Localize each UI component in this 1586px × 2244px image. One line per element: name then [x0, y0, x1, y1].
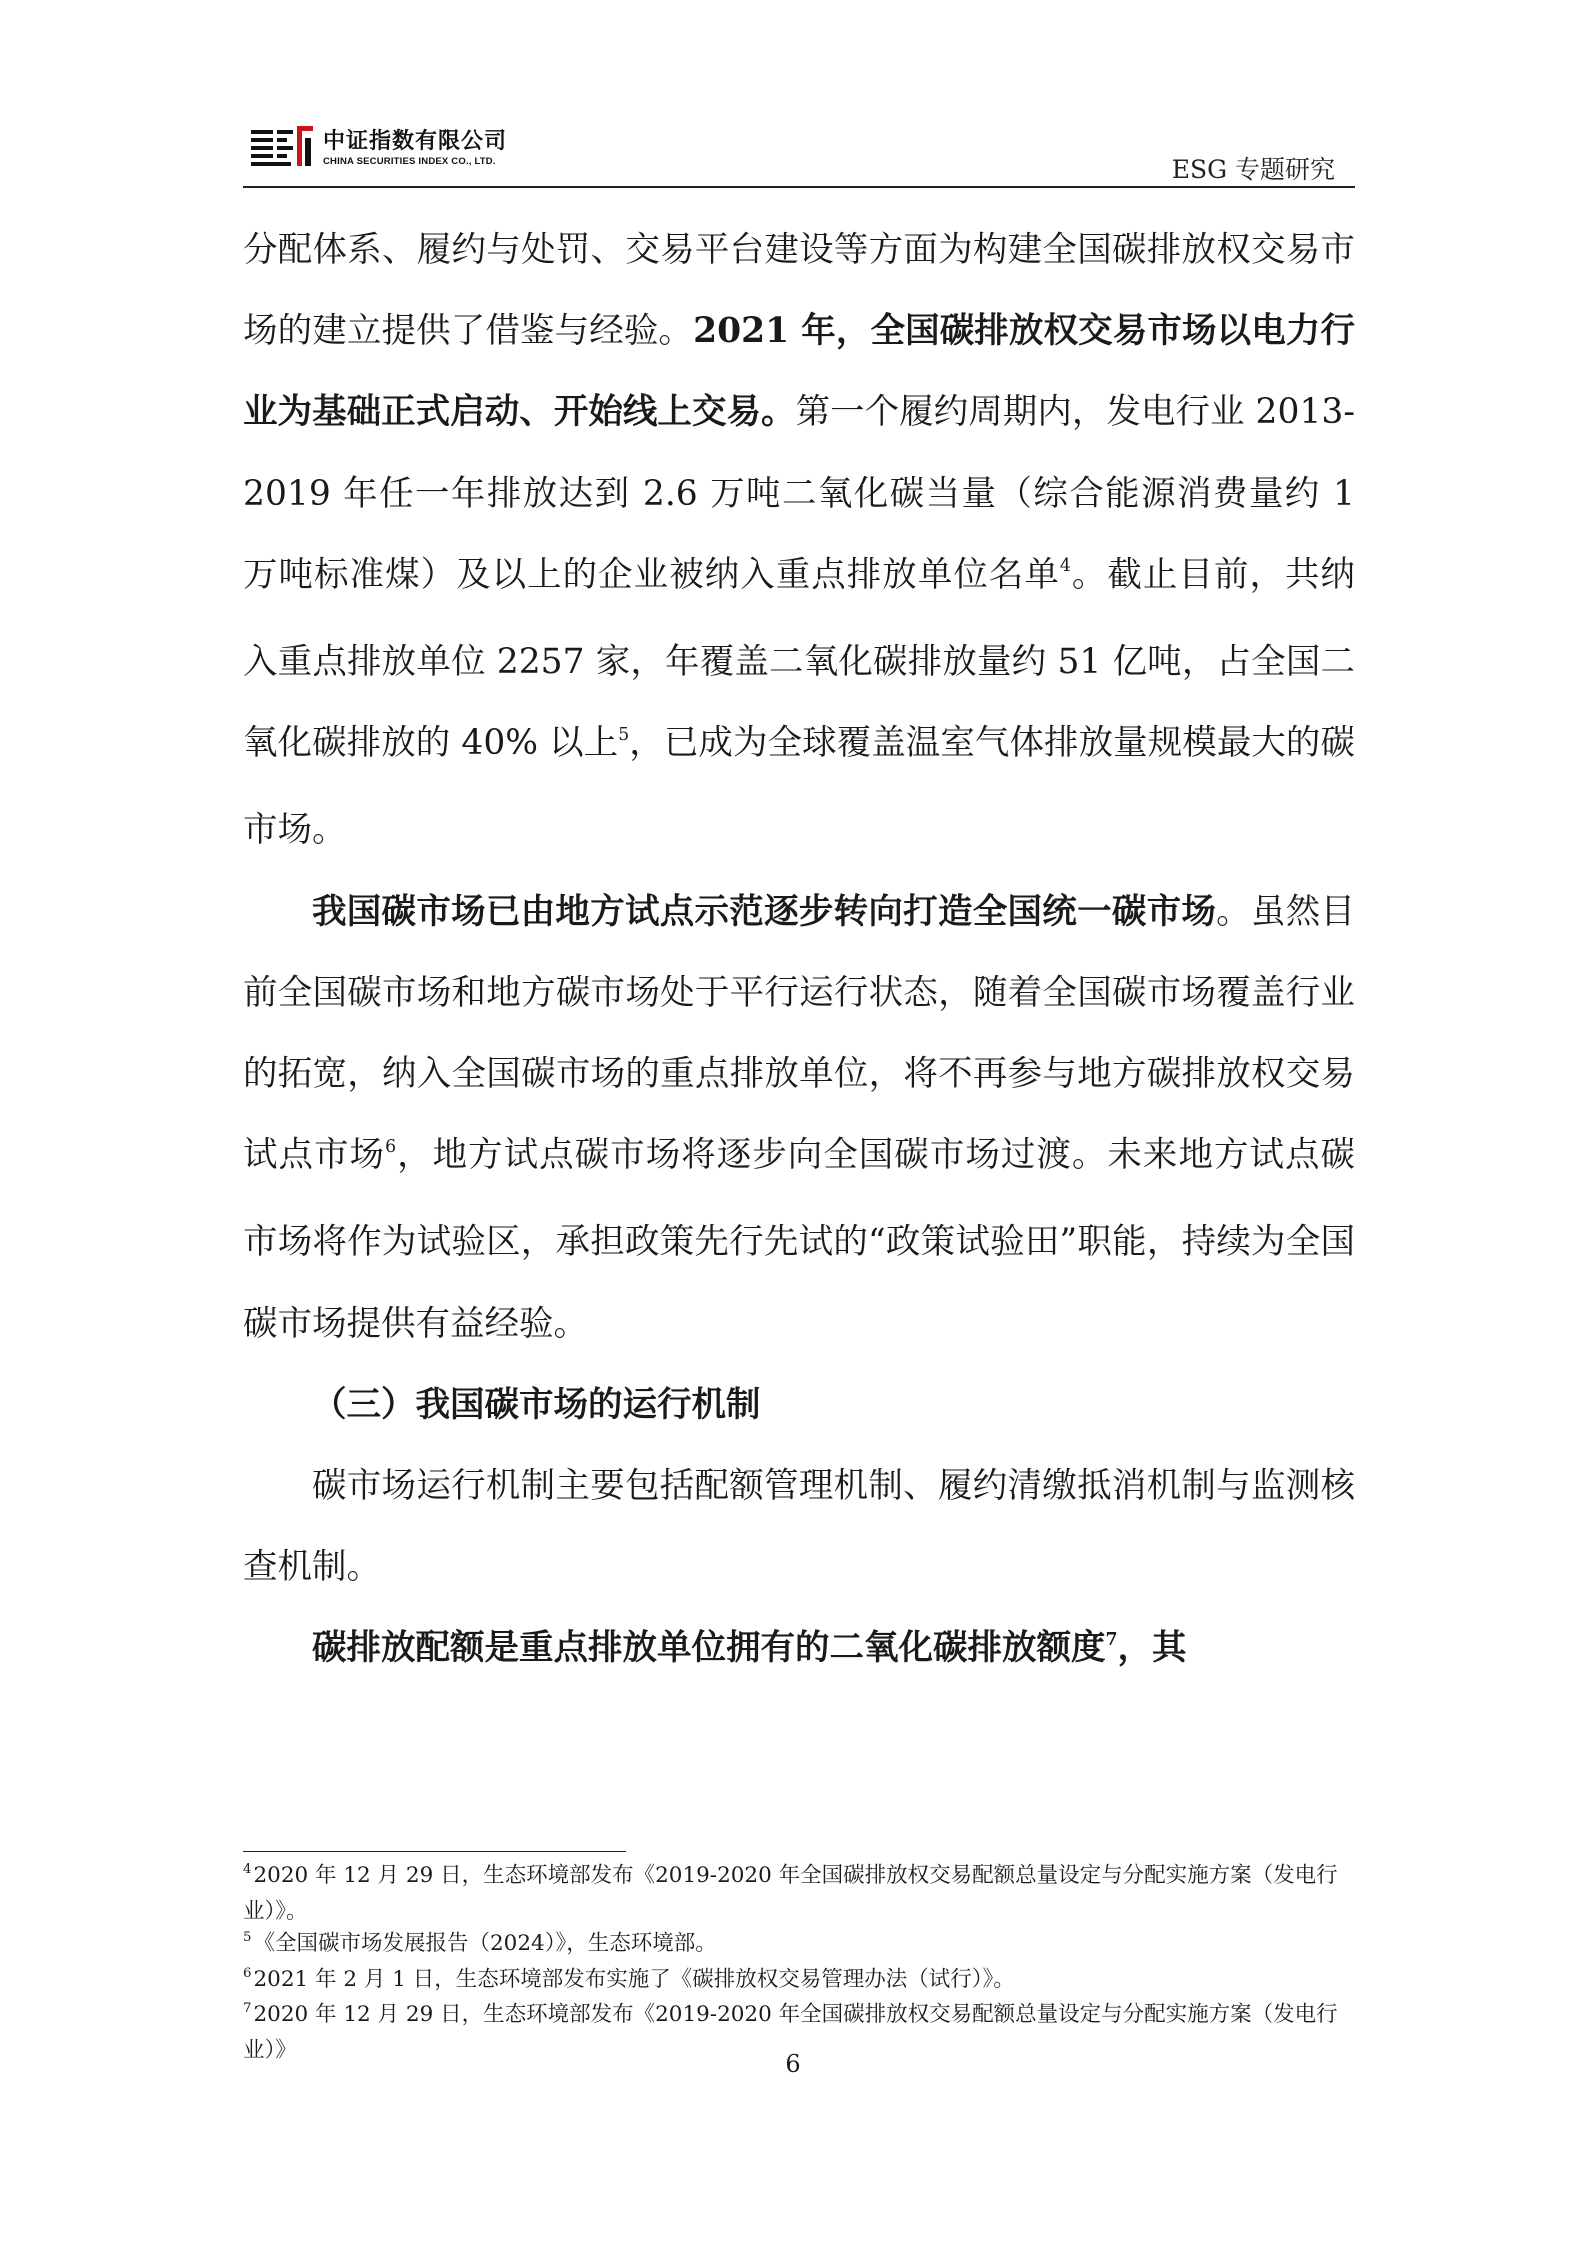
- footnote-divider: [243, 1851, 626, 1852]
- footnote-item: [243, 1964, 1355, 2000]
- paragraph-text: 。虽然目前全国碳市场和地方碳市场处于平行运行状态，随着全国碳市场覆盖行业的拓宽，纳入全国碳市场的重点排放单位，将不再参与地方碳排放权交易试点市场: [243, 891, 1355, 1176]
- paragraph-unified-market: [243, 872, 1355, 1365]
- paragraph-bold-text: ，其: [1117, 1628, 1187, 1669]
- footnote-number: 6: [243, 1965, 252, 1981]
- paragraph-text: ，已成为全球覆盖温室气体排放量规模最大的碳市场。: [243, 723, 1355, 851]
- paragraph-text: 分配体系、履约与处罚、交易平台建设等方面为构建全国碳排放权交易市场的建立提供了借鉴与经验。: [243, 230, 1355, 352]
- footnote-number: 7: [243, 2001, 252, 2017]
- paragraph-bold-text: 2021 年，全国碳排放权交易市场以电力行业为基础正式启动、开始线上交易。: [243, 311, 1356, 433]
- footnote-item: [243, 1860, 1355, 1928]
- paragraph-national-market: [243, 210, 1355, 872]
- footnote-item: [243, 1928, 1355, 1964]
- paragraph-mechanism: 碳市场运行机制主要包括配额管理机制、履约清缴抵消机制与监测核查机制。: [243, 1466, 1355, 1588]
- paragraph-quota: [243, 1608, 1355, 1695]
- page-number: 6: [785, 2050, 801, 2078]
- footnotes: [243, 1860, 1355, 2067]
- report-series-label: ESG 专题研究: [1171, 155, 1335, 184]
- paragraph-bold-text: 我国碳市场已由地方试点示范逐步转向打造全国统一碳市场: [312, 891, 1217, 932]
- main-content: [243, 210, 1355, 1696]
- footnote-text: 2020 年 12 月 29 日，生态环境部发布《2019-2020 年全国碳排放权交易配额总量设定与分配实施方案（发电行业）》。: [243, 1863, 1338, 1924]
- paragraph-text: 第一个履约周期内，发电行业 2013-2019 年任一年排放达到 2.6 万吨二氧化碳当量（综合能源消费量约 1 万吨标准煤）及以上的企业被纳入重点排放单位名单: [243, 392, 1355, 595]
- paragraph-bold-text: 碳排放配额是重点排放单位拥有的二氧化碳排放额度: [312, 1628, 1106, 1669]
- footnote-ref: 5: [618, 724, 630, 745]
- footnote-ref: 7: [1105, 1629, 1118, 1650]
- footnote-number: 5: [243, 1930, 252, 1946]
- section-heading: （三）我国碳市场的运行机制: [312, 1384, 761, 1425]
- paragraph-text: ，地方试点碳市场将逐步向全国碳市场过渡。未来地方试点碳市场将作为试验区，承担政策先行先试的“政策试验田”职能，持续为全国碳市场提供有益经验。: [243, 1135, 1356, 1344]
- footnote-number: 4: [243, 1862, 252, 1878]
- page-header: [243, 118, 1355, 188]
- footnote-ref: 4: [1059, 556, 1071, 577]
- footnote-ref: 6: [385, 1136, 397, 1157]
- footnote-text: 《全国碳市场发展报告（2024）》，生态环境部。: [253, 1931, 717, 1956]
- csi-logo-icon: [249, 124, 315, 170]
- company-name-en: CHINA SECURITIES INDEX CO., LTD.: [323, 156, 496, 167]
- paragraph-text: 。截止目前，共纳入重点排放单位 2257 家，年覆盖二氧化碳排放量约 51 亿吨，占全国二氧化碳排放的 40% 以上: [243, 554, 1356, 764]
- footnote-text: 2020 年 12 月 29 日，生态环境部发布《2019-2020 年全国碳排放权交易配额总量设定与分配实施方案（发电行业）》: [243, 2002, 1338, 2063]
- company-name-cn: 中证指数有限公司: [323, 129, 508, 154]
- footnote-text: 2021 年 2 月 1 日，生态环境部发布实施了《碳排放权交易管理办法（试行）》。: [253, 1966, 1015, 1992]
